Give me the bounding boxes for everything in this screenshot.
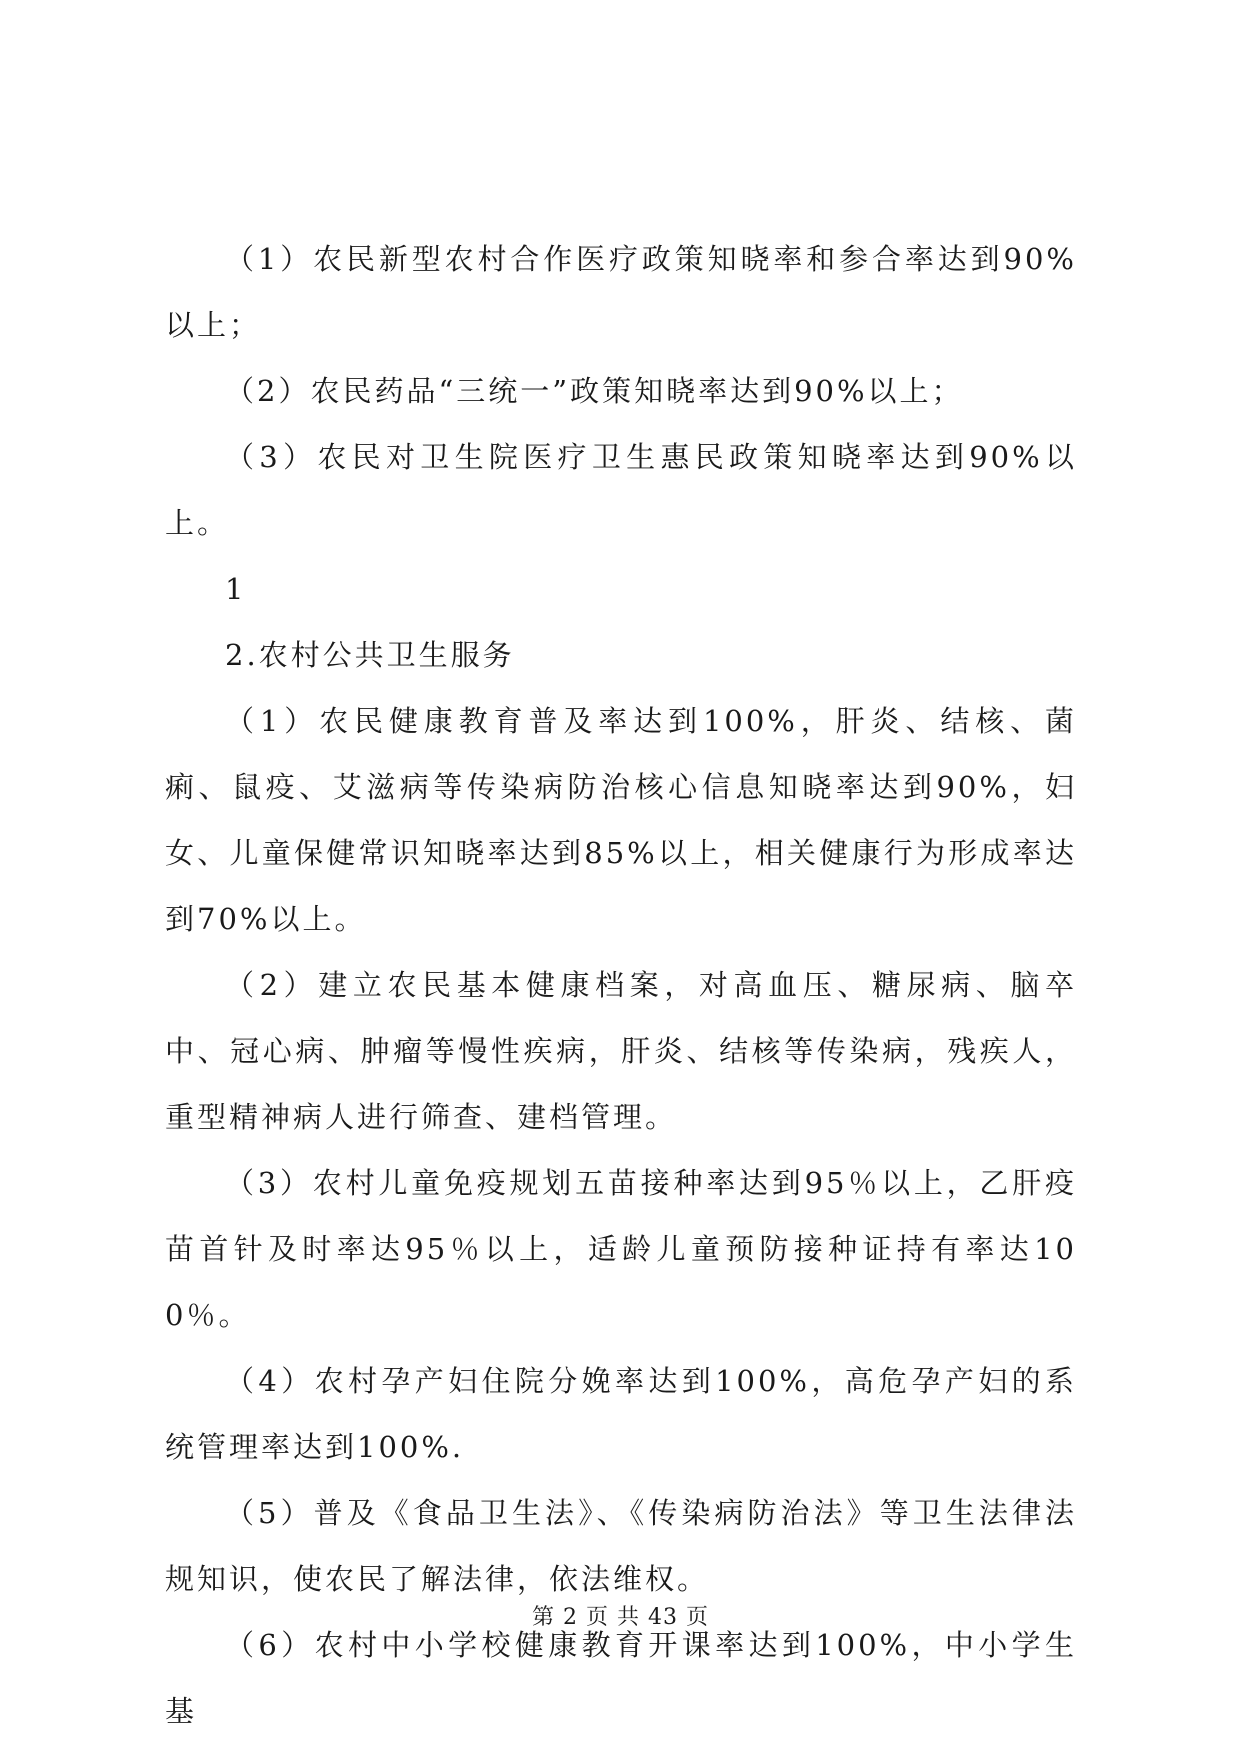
paragraph-item-3: （3）农民对卫生院医疗卫生惠民政策知晓率达到90%以上。 (165, 440, 1077, 540)
paragraph-item-7: （4）农村孕产妇住院分娩率达到100%，高危孕产妇的系统管理率达到100%. (165, 1364, 1077, 1464)
document-body (165, 226, 1077, 1744)
paragraph-item-5: （2）建立农民基本健康档案，对高血压、糖尿病、脑卒中、冠心病、肿瘤等慢性疾病，肝炎、结核等传染病，残疾人，重型精神病人进行筛查、建档管理。 (165, 968, 1077, 1134)
paragraph-item-4: （1）农民健康教育普及率达到100%，肝炎、结核、菌痢、鼠疫、艾滋病等传染病防治核心信息知晓率达到90%，妇女、儿童保健常识知晓率达到85%以上，相关健康行为形成率达到70%以上。 (165, 704, 1077, 936)
paragraph-item-9: （6）农村中小学校健康教育开课率达到100%，中小学生基 (165, 1628, 1077, 1728)
paragraph-item-8: （5）普及《食品卫生法》、《传染病防治法》等卫生法律法规知识，使农民了解法律，依法维权。 (165, 1496, 1077, 1596)
paragraph-item-2: （2）农民药品“三统一”政策知晓率达到90%以上； (225, 374, 964, 408)
section-heading: 2.农村公共卫生服务 (225, 638, 515, 672)
page-footer: 第 2 页 共 43 页 (532, 1605, 709, 1630)
paragraph-item-1: （1）农民新型农村合作医疗政策知晓率和参合率达到90%以上； (165, 242, 1077, 342)
paragraph-number: 1 (225, 572, 247, 606)
paragraph-item-6: （3）农村儿童免疫规划五苗接种率达到95％以上，乙肝疫苗首针及时率达95％以上，适龄儿童预防接种证持有率达100％。 (165, 1166, 1077, 1332)
